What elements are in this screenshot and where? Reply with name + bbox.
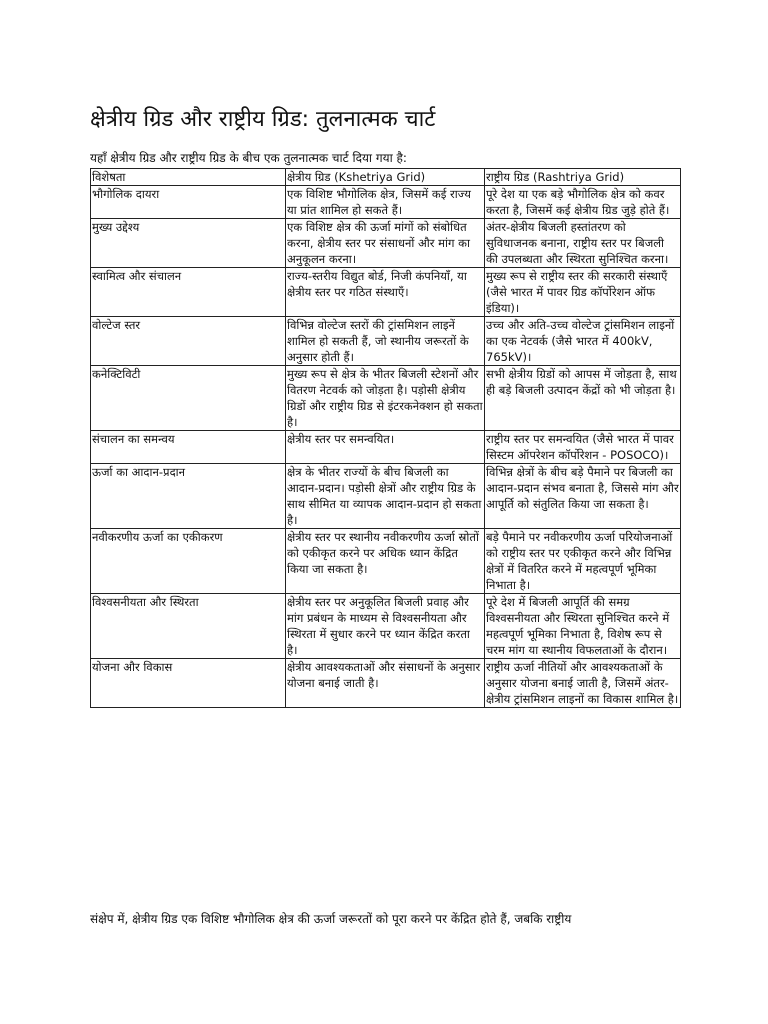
cell-feature: मुख्य उद्देश्य (91, 219, 286, 268)
table-row (91, 219, 681, 268)
summary-text: संक्षेप में, क्षेत्रीय ग्रिड एक विशिष्ट भौगोलिक क्षेत्र की ऊर्जा जरूरतों को पूरा करने पर केंद्रित होते हैं, जबकि राष्ट्रीय (90, 912, 572, 926)
table-row (91, 594, 681, 659)
cell-national-grid: विभिन्न क्षेत्रों के बीच बड़े पैमाने पर बिजली का आदान-प्रदान संभव बनाता है, जिससे मांग और आपूर्ति को संतुलित किया जा सकता है। (485, 464, 681, 529)
cell-feature: वोल्टेज स्तर (91, 317, 286, 366)
column-header-regional-grid: क्षेत्रीय ग्रिड (Kshetriya Grid) (286, 169, 485, 186)
cell-feature: कनेक्टिविटी (91, 366, 286, 431)
table-row (91, 529, 681, 594)
cell-regional-grid: राज्य-स्तरीय विद्युत बोर्ड, निजी कंपनियाँ, या क्षेत्रीय स्तर पर गठित संस्थाएँ। (286, 268, 485, 317)
table-row (91, 464, 681, 529)
cell-national-grid: पूरे देश में बिजली आपूर्ति की समग्र विश्वसनीयता और स्थिरता सुनिश्चित करने में महत्वपूर्ण भूमिका निभाता है, विशेष रूप से चरम मांग या स्थानीय विफलताओं के दौरान। (485, 594, 681, 659)
cell-national-grid: उच्च और अति-उच्च वोल्टेज ट्रांसमिशन लाइनों का एक नेटवर्क (जैसे भारत में 400kV, 765kV)। (485, 317, 681, 366)
cell-feature: नवीकरणीय ऊर्जा का एकीकरण (91, 529, 286, 594)
cell-feature: भौगोलिक दायरा (91, 186, 286, 219)
page-title: क्षेत्रीय ग्रिड और राष्ट्रीय ग्रिड: तुलनात्मक चार्ट (90, 107, 436, 132)
cell-regional-grid: एक विशिष्ट भौगोलिक क्षेत्र, जिसमें कई राज्य या प्रांत शामिल हो सकते हैं। (286, 186, 485, 219)
cell-national-grid: मुख्य रूप से राष्ट्रीय स्तर की सरकारी संस्थाएँ (जैसे भारत में पावर ग्रिड कॉर्पोरेशन ऑफ इंडिया)। (485, 268, 681, 317)
cell-regional-grid: क्षेत्र के भीतर राज्यों के बीच बिजली का आदान-प्रदान। पड़ोसी क्षेत्रों और राष्ट्रीय ग्रिड के साथ सीमित या व्यापक आदान-प्रदान हो सकता है। (286, 464, 485, 529)
cell-regional-grid: मुख्य रूप से क्षेत्र के भीतर बिजली स्टेशनों और वितरण नेटवर्क को जोड़ता है। पड़ोसी क्षेत्रीय ग्रिडों और राष्ट्रीय ग्रिड से इंटरकनेक्शन हो सकता है। (287, 367, 483, 429)
cell-national-grid: राष्ट्रीय ऊर्जा नीतियों और आवश्यकताओं के अनुसार योजना बनाई जाती है, जिसमें अंतर-क्षेत्रीय ट्रांसमिशन लाइनों का विकास शामिल है। (485, 659, 681, 708)
comparison-table (90, 168, 681, 708)
cell-regional-grid: एक विशिष्ट क्षेत्र की ऊर्जा मांगों को संबोधित करना, क्षेत्रीय स्तर पर संसाधनों और मांग का अनुकूलन करना। (286, 219, 485, 268)
table-row (91, 268, 681, 317)
cell-national-grid: बड़े पैमाने पर नवीकरणीय ऊर्जा परियोजनाओं को राष्ट्रीय स्तर पर एकीकृत करने और विभिन्न क्षेत्रों में वितरित करने में महत्वपूर्ण भूमिका निभाता है। (485, 529, 681, 594)
intro-text: यहाँ क्षेत्रीय ग्रिड और राष्ट्रीय ग्रिड के बीच एक तुलनात्मक चार्ट दिया गया है: (90, 151, 407, 165)
cell-national-grid: पूरे देश या एक बड़े भौगोलिक क्षेत्र को कवर करता है, जिसमें कई क्षेत्रीय ग्रिड जुड़े होते हैं। (485, 186, 681, 219)
cell-regional-grid: विभिन्न वोल्टेज स्तरों की ट्रांसमिशन लाइनें शामिल हो सकती हैं, जो स्थानीय जरूरतों के अनुसार होती हैं। (286, 317, 485, 366)
table-row (91, 659, 681, 708)
cell-regional-grid: क्षेत्रीय स्तर पर समन्वयित। (286, 431, 485, 464)
column-header-national-grid: राष्ट्रीय ग्रिड (Rashtriya Grid) (485, 169, 681, 186)
cell-feature: स्वामित्व और संचालन (91, 268, 286, 317)
cell-regional-grid: क्षेत्रीय स्तर पर स्थानीय नवीकरणीय ऊर्जा स्रोतों को एकीकृत करने पर अधिक ध्यान केंद्रित किया जा सकता है। (286, 529, 485, 594)
cell-regional-grid: क्षेत्रीय स्तर पर अनुकूलित बिजली प्रवाह और मांग प्रबंधन के माध्यम से विश्वसनीयता और स्थिरता में सुधार करने पर ध्यान केंद्रित करता है। (286, 594, 485, 659)
cell-feature: योजना और विकास (91, 659, 286, 708)
table-body (91, 186, 681, 708)
cell-regional-grid: क्षेत्रीय आवश्यकताओं और संसाधनों के अनुसार योजना बनाई जाती है। (286, 659, 485, 708)
table-row (91, 317, 681, 366)
column-header-feature: विशेषता (91, 169, 286, 186)
table-header-row (91, 169, 681, 186)
cell-feature: विश्वसनीयता और स्थिरता (91, 594, 286, 659)
table-row (91, 186, 681, 219)
cell-feature: संचालन का समन्वय (91, 431, 286, 464)
cell-national-grid: सभी क्षेत्रीय ग्रिडों को आपस में जोड़ता है, साथ ही बड़े बिजली उत्पादन केंद्रों को भी जोड़ता है। (485, 366, 681, 431)
cell-feature: ऊर्जा का आदान-प्रदान (91, 464, 286, 529)
table-row (91, 431, 681, 464)
cell-national-grid: राष्ट्रीय स्तर पर समन्वयित (जैसे भारत में पावर सिस्टम ऑपरेशन कॉर्पोरेशन - POSOCO)। (485, 431, 681, 464)
cell-national-grid: अंतर-क्षेत्रीय बिजली हस्तांतरण को सुविधाजनक बनाना, राष्ट्रीय स्तर पर बिजली की उपलब्धता और स्थिरता सुनिश्चित करना। (485, 219, 681, 268)
table-row (91, 366, 681, 431)
